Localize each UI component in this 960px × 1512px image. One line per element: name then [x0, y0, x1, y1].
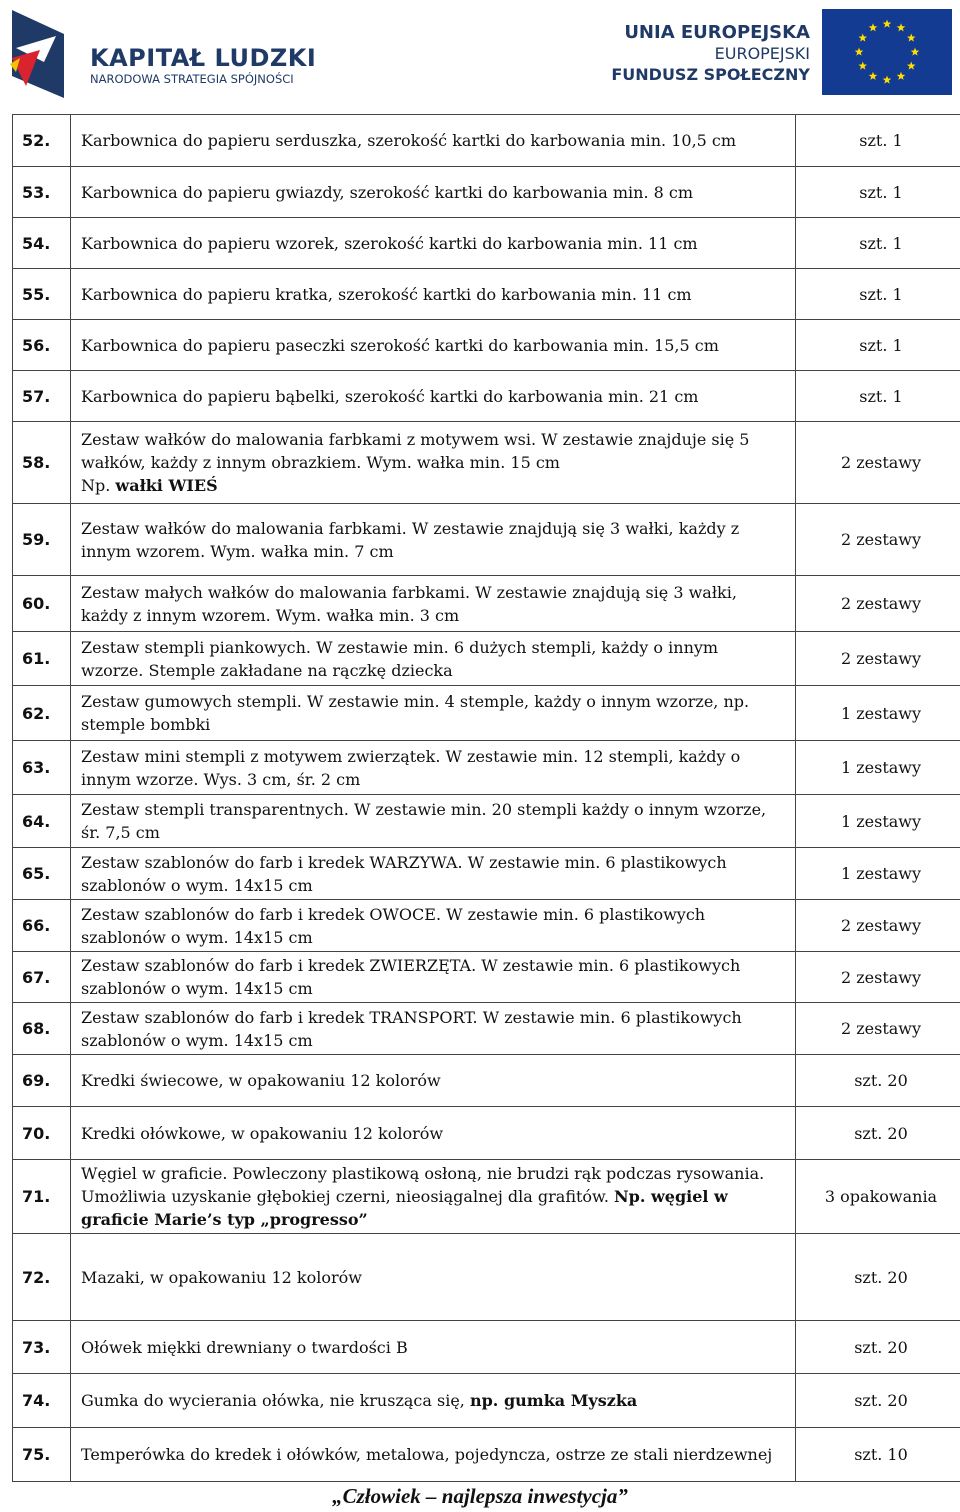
table-row [13, 848, 960, 900]
row-number: 64. [13, 795, 71, 848]
description-bold: Np. węgiel w graficie Marie’s typ „progresso” [81, 1187, 728, 1229]
row-quantity: szt. 20 [796, 1107, 960, 1160]
table-row [13, 741, 960, 795]
row-quantity: 1 zestawy [796, 741, 960, 795]
row-description [71, 900, 796, 952]
description-text: Zestaw małych wałków do malowania farbkami. W zestawie znajdują się 3 wałki, każdy z innym wzorem. Wym. wałka min. 3 cm [81, 582, 737, 625]
row-number: 59. [13, 504, 71, 576]
row-description [71, 167, 796, 218]
row-number: 61. [13, 632, 71, 686]
table-row [13, 1374, 960, 1428]
description-text: Gumka do wycierania ołówka, nie krusząca się, [81, 1391, 465, 1410]
row-number: 60. [13, 576, 71, 632]
table-row [13, 371, 960, 422]
row-quantity: szt. 1 [796, 115, 960, 167]
row-number: 62. [13, 686, 71, 741]
row-description [71, 371, 796, 422]
kapital-ludzki-title: KAPITAŁ LUDZKI [90, 44, 317, 72]
table-row [13, 167, 960, 218]
row-quantity: 3 opakowania [796, 1160, 960, 1234]
row-number: 58. [13, 422, 71, 504]
table-row [13, 504, 960, 576]
row-quantity: 1 zestawy [796, 795, 960, 848]
page-header [0, 0, 960, 108]
table-row [13, 686, 960, 741]
description-text: Zestaw gumowych stempli. W zestawie min. 4 stemple, każdy o innym wzorze, np. stemple bombki [81, 692, 750, 734]
row-number: 53. [13, 167, 71, 218]
description-prefix: Np. [81, 476, 111, 495]
row-description [71, 1107, 796, 1160]
description-text: Zestaw szablonów do farb i kredek TRANSPORT. W zestawie min. 6 plastikowych szablonów o wym. 14x15 cm [81, 1007, 742, 1050]
row-quantity: 2 zestawy [796, 504, 960, 576]
row-description [71, 504, 796, 576]
kapital-ludzki-emblem-icon [6, 6, 70, 102]
kapital-ludzki-logo [6, 6, 317, 102]
description-text: Kredki świecowe, w opakowaniu 12 kolorów [81, 1071, 441, 1090]
row-number: 65. [13, 848, 71, 900]
row-number: 55. [13, 269, 71, 320]
table-row [13, 1428, 960, 1482]
row-description [71, 269, 796, 320]
table-row [13, 576, 960, 632]
row-number: 54. [13, 218, 71, 269]
eu-line1: UNIA EUROPEJSKA [624, 22, 810, 43]
description-text: Zestaw stempli transparentnych. W zestawie min. 20 stempli każdy o innym wzorze, śr. 7,5 cm [81, 800, 767, 842]
row-quantity: szt. 20 [796, 1055, 960, 1107]
description-text: Mazaki, w opakowaniu 12 kolorów [81, 1267, 362, 1287]
row-description [71, 952, 796, 1003]
row-description [71, 218, 796, 269]
description-text: Ołówek miękki drewniany o twardości B [81, 1337, 408, 1357]
row-description [71, 1374, 796, 1428]
row-number: 72. [13, 1234, 71, 1321]
items-table [12, 114, 960, 1482]
row-number: 56. [13, 320, 71, 371]
row-number: 52. [13, 115, 71, 167]
row-quantity: szt. 1 [796, 320, 960, 371]
row-description [71, 1234, 796, 1321]
row-number: 68. [13, 1003, 71, 1055]
row-quantity: szt. 20 [796, 1321, 960, 1374]
row-description [71, 1003, 796, 1055]
row-description [71, 320, 796, 371]
description-bold: wałki WIEŚ [115, 476, 218, 495]
row-number: 69. [13, 1055, 71, 1107]
row-quantity: 2 zestawy [796, 900, 960, 952]
row-description [71, 1321, 796, 1374]
description-bold: np. gumka Myszka [469, 1391, 638, 1410]
row-description [71, 795, 796, 848]
table-row [13, 1003, 960, 1055]
description-text: Zestaw szablonów do farb i kredek ZWIERZĘTA. W zestawie min. 6 plastikowych szablonów o wym. 14x15 cm [81, 956, 741, 998]
row-quantity: 1 zestawy [796, 686, 960, 741]
row-quantity: 2 zestawy [796, 632, 960, 686]
eu-logo-text [611, 22, 810, 85]
row-description [71, 1055, 796, 1107]
row-quantity: 2 zestawy [796, 576, 960, 632]
row-number: 66. [13, 900, 71, 952]
row-description [71, 115, 796, 167]
row-number: 67. [13, 952, 71, 1003]
description-text: Zestaw szablonów do farb i kredek OWOCE. W zestawie min. 6 plastikowych szablonów o wym. 14x15 cm [81, 904, 706, 947]
table-row [13, 320, 960, 371]
eu-line2: EUROPEJSKI [714, 44, 810, 63]
description-text: Zestaw mini stempli z motywem zwierzątek. W zestawie min. 12 stempli, każdy o innym wzorze. Wys. 3 cm, śr. 2 cm [81, 746, 741, 789]
row-description [71, 632, 796, 686]
footer-slogan: „Człowiek – najlepsza inwestycja” [332, 1484, 628, 1508]
table-row [13, 900, 960, 952]
kapital-ludzki-subtitle: NARODOWA STRATEGIA SPÓJNOŚCI [90, 72, 294, 86]
row-quantity: 2 zestawy [796, 1003, 960, 1055]
description-text: Karbownica do papieru gwiazdy, szerokość kartki do karbowania min. 8 cm [81, 182, 694, 202]
row-number: 63. [13, 741, 71, 795]
table-row [13, 422, 960, 504]
row-quantity: szt. 1 [796, 218, 960, 269]
description-text: Kredki ołówkowe, w opakowaniu 12 kolorów [81, 1123, 444, 1143]
table-row [13, 269, 960, 320]
row-description [71, 422, 796, 504]
description-text: Karbownica do papieru wzorek, szerokość kartki do karbowania min. 11 cm [81, 233, 698, 253]
table-row [13, 795, 960, 848]
table-row [13, 115, 960, 167]
table-row [13, 952, 960, 1003]
row-number: 73. [13, 1321, 71, 1374]
description-text: Temperówka do kredek i ołówków, metalowa, pojedyncza, ostrze ze stali nierdzewnej [81, 1445, 773, 1464]
table-row [13, 632, 960, 686]
description-text: Zestaw szablonów do farb i kredek WARZYWA. W zestawie min. 6 plastikowych szablonów o wym. 14x15 cm [81, 852, 727, 895]
row-description [71, 686, 796, 741]
row-number: 57. [13, 371, 71, 422]
table-row [13, 1055, 960, 1107]
description-text: Karbownica do papieru serduszka, szerokość kartki do karbowania min. 10,5 cm [81, 131, 737, 150]
row-quantity: szt. 1 [796, 167, 960, 218]
description-text: Zestaw wałków do malowania farbkami. W zestawie znajdują się 3 wałki, każdy z innym wzorem. Wym. wałka min. 7 cm [81, 518, 740, 561]
row-quantity: 1 zestawy [796, 848, 960, 900]
row-number: 71. [13, 1160, 71, 1234]
row-quantity: 2 zestawy [796, 422, 960, 504]
row-quantity: szt. 1 [796, 371, 960, 422]
description-text: Zestaw wałków do malowania farbkami z motywem wsi. W zestawie znajduje się 5 wałków, każdy z innym obrazkiem. Wym. wałka min. 15 cm [81, 430, 750, 472]
table-row [13, 1160, 960, 1234]
row-description [71, 848, 796, 900]
table-row [13, 1107, 960, 1160]
row-quantity: szt. 1 [796, 269, 960, 320]
eu-flag-icon [822, 9, 952, 95]
eu-line3: FUNDUSZ SPOŁECZNY [611, 65, 810, 84]
description-text: Karbownica do papieru paseczki szerokość kartki do karbowania min. 15,5 cm [81, 335, 719, 355]
description-text: Karbownica do papieru kratka, szerokość kartki do karbowania min. 11 cm [81, 284, 692, 304]
row-quantity: szt. 20 [796, 1374, 960, 1428]
row-description [71, 1428, 796, 1482]
row-quantity: szt. 20 [796, 1234, 960, 1321]
description-text: Zestaw stempli piankowych. W zestawie min. 6 dużych stempli, każdy o innym wzorze. Stemple zakładane na rączkę dziecka [81, 637, 719, 680]
table-row [13, 1321, 960, 1374]
row-description [71, 1160, 796, 1234]
row-number: 75. [13, 1428, 71, 1482]
row-description [71, 576, 796, 632]
row-number: 74. [13, 1374, 71, 1428]
description-text: Węgiel w graficie. Powleczony plastikową osłoną, nie brudzi rąk podczas rysowania. Umożliwia uzyskanie głębokiej czerni, nieosiągalnej dla grafitów. [81, 1164, 765, 1206]
description-text: Karbownica do papieru bąbelki, szerokość kartki do karbowania min. 21 cm [81, 386, 699, 406]
table-row [13, 1234, 960, 1321]
row-quantity: szt. 10 [796, 1428, 960, 1482]
row-number: 70. [13, 1107, 71, 1160]
table-row [13, 218, 960, 269]
row-quantity: 2 zestawy [796, 952, 960, 1003]
row-description [71, 741, 796, 795]
